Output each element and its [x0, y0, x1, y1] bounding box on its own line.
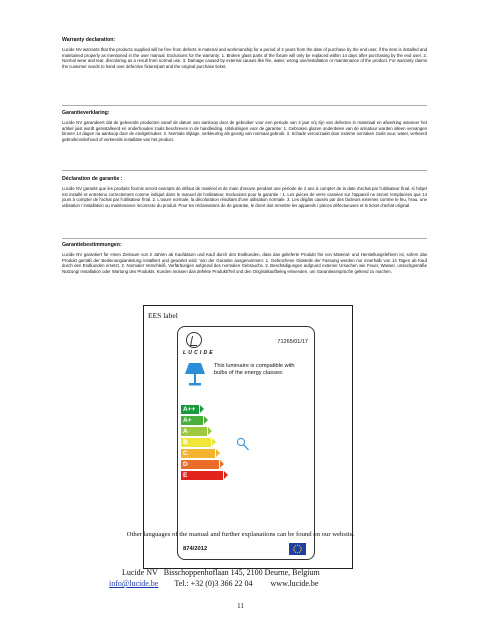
eu-flag-icon	[289, 543, 306, 555]
warranty-section-de	[62, 242, 427, 274]
divider	[62, 170, 427, 171]
section-heading: Garantiebestimmungen:	[62, 242, 122, 248]
page-number: 11	[237, 602, 244, 610]
warranty-section-en	[62, 37, 427, 69]
section-heading: Warranty declaration:	[62, 37, 116, 43]
energy-class-bars	[181, 405, 223, 482]
section-body: Lucide NV garandeert dat de geleverde producten vanaf de datum van aankoop door de gebruiker voor een periode van 2 jaar vrij zijn van defecten in materiaal en afwerking wanneer het artikel juist wordt geïnstalleerd en onderhouden zoals beschreven in de handleiding. Uitsluitingen voor de garantie: 1. Gebroken glazen onderdelen van de armatuur worden alleen vervangen binnen 14 dagen na aankoop door de eindgebruiker. 2. Normale slijtage, verkleuring als gevolg van normaal gebruik. 3. Schade veroorzaakt door externe oorzaken zoals vuur, water, verkeerd gebruik/onderhoud of verkeerde installatie van het product.	[62, 120, 427, 142]
energy-class-bar: A++	[181, 405, 199, 414]
lamp-icon	[184, 361, 206, 387]
energy-class-bar: C	[181, 449, 215, 458]
section-body: Lucide NV warrants that the products supplied will be free from defects in material and workmanship for a period of 2 years from the date of purchase by the end user, if the item is installed and maintained properly as mentioned in the user manual. Exclusions for the warranty: 1. Broken glass parts of the fixture will only be replaced within 14 days after purchasing by the end user. 2. Normal wear and tear, discoloring as a result from normal use. 3. Damage caused by external causes like fire, water, wrong use/installation or maintenance of the product. For warranty claims the customer needs to hand over defective fixture/part and the original purchase ticket.	[62, 47, 427, 69]
section-body: Lucide NV garantit que les produits fournis seront exempts de défaut de matériel et de main d'œuvre pendant une période de 2 ans à compter de la date d'achat par l'utilisateur final, si l'objet est installé et entretenu correctement comme indiqué dans le manuel de l'utilisateur. Exclusions pour la garantie : 1. Les pièces de verre cassées sur l'appareil ne seront remplacées que 14 jours à compter de l'achat par l'utilisateur final. 2. L'usure normale, la décoloration résultant d'une utilisation normale. 3. Les dégâts causés par des facteurs externes comme le feu, l'eau, une utilisation / installation ou maintenance incorrecte du produit. Pour les réclamations de de garantie, le client doit remettre les appareils / pièces défectueuses et le ticket d'achat original.	[62, 186, 427, 208]
bulb-icon	[236, 437, 250, 453]
email-link[interactable]: info@lucide.be	[109, 579, 159, 588]
divider	[62, 238, 427, 239]
energy-class-bar: E	[181, 471, 223, 480]
other-languages-note: Other languages of the manual and further explanations can be found on our website.	[126, 531, 355, 538]
energy-class-bar: D	[181, 460, 219, 469]
energy-label-card	[177, 326, 315, 560]
section-heading: Garantieverklaring:	[62, 110, 110, 116]
footer-contact-line	[109, 579, 318, 588]
divider	[62, 105, 427, 106]
lucide-logo-icon	[186, 332, 202, 348]
company-name: Lucide NV	[122, 568, 158, 577]
ees-label-title: EES label	[148, 311, 178, 320]
regulation-number: 874/2012	[183, 546, 208, 552]
phone-number: Tel.: +32 (0)3 366 22 04	[174, 579, 253, 588]
model-number: 71265/01/17	[277, 339, 308, 345]
warranty-section-nl	[62, 110, 427, 142]
company-address: Bisschoppenhoflaan 145, 2100 Deurne, Belgium	[163, 568, 320, 577]
website-link[interactable]: www.lucide.be	[270, 579, 319, 588]
ees-label-box	[143, 305, 353, 569]
warranty-section-fr	[62, 176, 427, 208]
energy-class-bar: B	[181, 438, 211, 447]
section-body: Lucide NV garantiert für einen Zeitraum von 2 Jahren ab Kaufdatum und Kauf durch den Endkunden, dass das gelieferte Produkt frei von Material- und Herstellungsfehlern ist, sofern das Produkt gemäß der Bedienungsanleitung installiert und gewartet wird. Von der Garantie ausgenommen: 1. Gebrochene Glasteile der Fassung werden nur innerhalb von 14 Tagen ab Kauf durch den Endkunden ersetzt. 2. Normaler Verschleiß, Verfärbungen aufgrund des normalen Gebrauchs. 3. Beschädigungen aufgrund externer Ursachen wie Feuer, Wasser, unsachgemäße Nutzung/ Installation oder Wartung des Produkts. Kunden müssen das defekte Produkt/Teil und den Originalkaufbeleg einsenden, um Garantieansprüche geltend zu machen.	[62, 252, 427, 274]
energy-class-bar: A	[181, 427, 207, 436]
section-heading: Déclaration de garantie :	[62, 176, 123, 182]
footer-address-line	[122, 568, 320, 577]
brand-logo-text: LUCIDE	[183, 350, 215, 356]
energy-class-bar: A+	[181, 416, 203, 425]
compatibility-text: This luminaire is compatible with bulbs of the energy classes:	[214, 363, 295, 376]
